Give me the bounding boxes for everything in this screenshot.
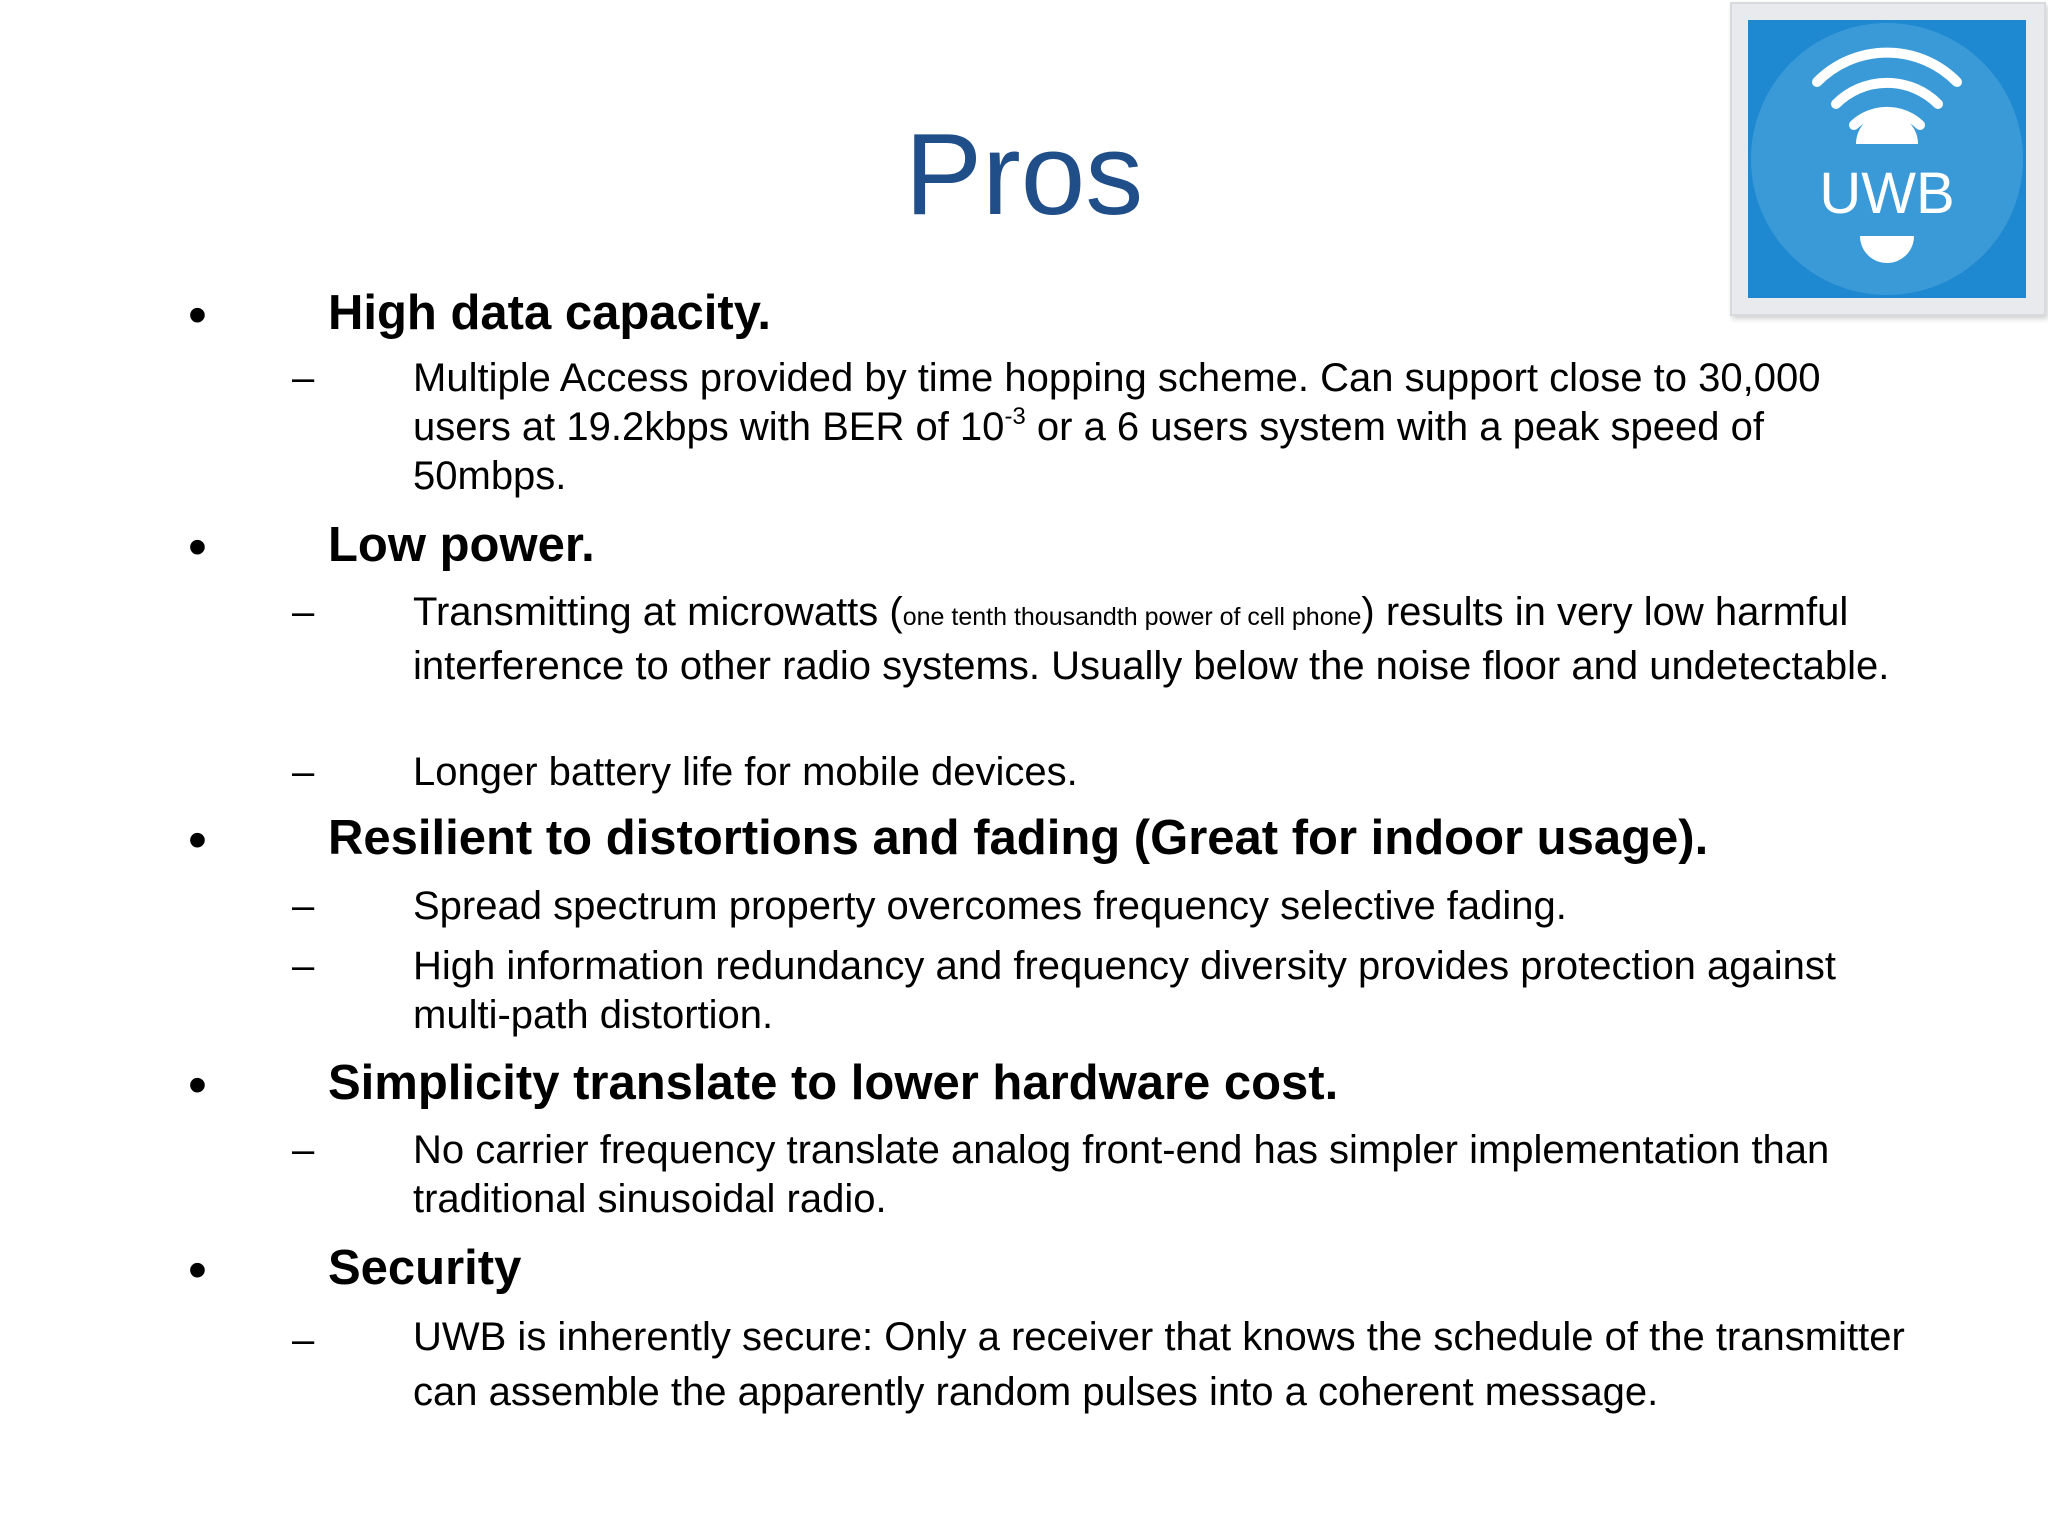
dash-marker: – [292,590,315,634]
slide-title: Pros [904,109,1144,239]
dash-marker: – [292,356,315,400]
item-text: Transmitting at microwatts ( [413,590,903,634]
list-item: No carrier frequency translate analog front-end has simpler implementation than traditional sinusoidal radio. [413,1128,1830,1221]
dash-marker: – [292,1128,315,1172]
uwb-wireless-icon [1748,20,2026,298]
list-item: UWB is inherently secure: Only a receiver that knows the schedule of the transmitter can assemble the apparently random pulses into a coherent message. [413,1315,1905,1414]
dash-marker: – [292,884,315,928]
superscript: -3 [1004,403,1026,430]
bullet-marker: • [188,810,207,870]
section-heading: Low power. [328,518,595,572]
section-heading: Security [328,1241,522,1295]
list-item: Longer battery life for mobile devices. [413,750,1078,794]
item-text: Multiple Access provided by time hopping scheme. Can support close to 30,000 users at 19.2kbps with BER of 10 [413,356,1821,449]
section-heading: High data capacity. [328,286,771,340]
section-heading: Simplicity translate to lower hardware cost. [328,1056,1339,1110]
list-item [413,354,1913,501]
bullet-marker: • [188,1055,207,1115]
bullet-marker: • [188,1240,207,1300]
section-heading: Resilient to distortions and fading (Great for indoor usage). [328,811,1709,865]
small-note: one tenth thousandth power of cell phone [902,603,1362,631]
uwb-logo [1730,2,2046,316]
dash-marker: – [292,1318,315,1362]
item-text: ) results in very low harmful interference to other radio systems. Usually below the noise floor and undetectable. [413,590,1890,688]
logo-text: UWB [1819,161,1955,226]
bullet-marker: • [188,517,207,577]
dash-marker: – [292,750,315,794]
bullet-marker: • [188,285,207,345]
list-item: Spread spectrum property overcomes frequency selective fading. [413,884,1567,928]
dash-marker: – [292,944,315,988]
list-item [413,588,1913,691]
list-item: High information redundancy and frequency diversity provides protection against multi-path distortion. [413,944,1837,1037]
item-text: or a 6 users system with a peak speed of 50mbps. [413,405,1764,498]
